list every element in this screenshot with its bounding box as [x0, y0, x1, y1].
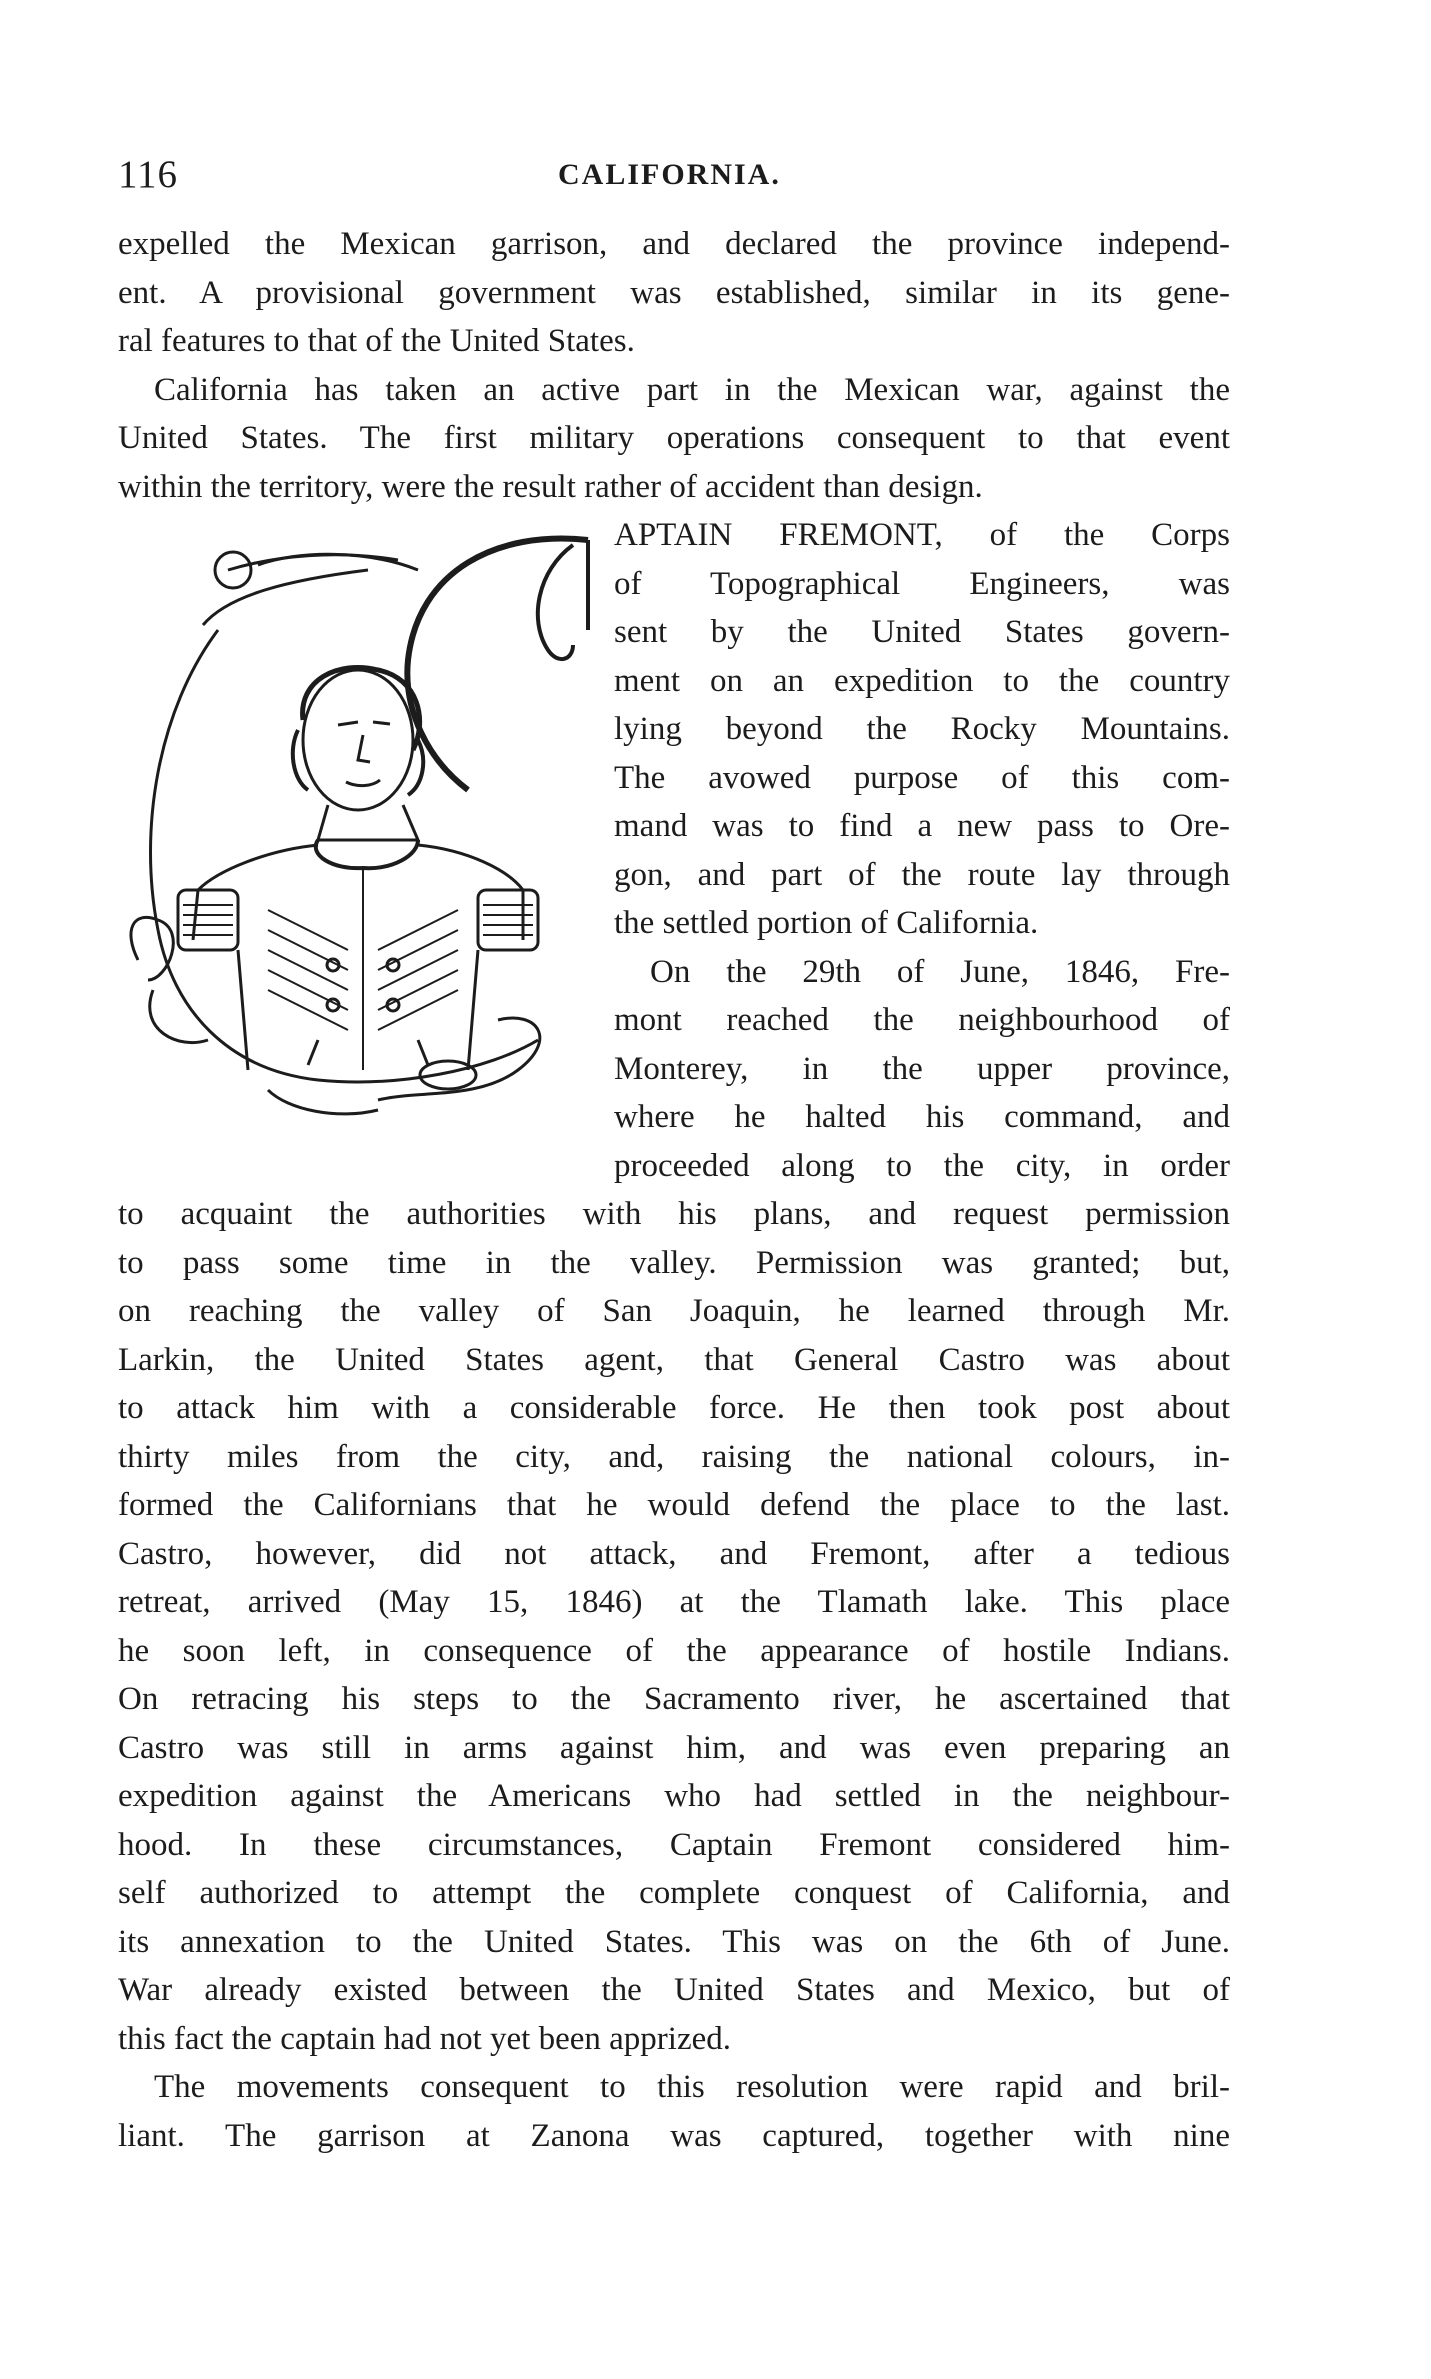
- text-line: mont reached the neighbourhood of: [614, 1002, 1230, 1038]
- text-line: The avowed purpose of this com-: [614, 759, 1230, 796]
- text-line: Castro was still in arms against him, and was even preparing an: [118, 1729, 1230, 1766]
- text-line: its annexation to the United States. This was on the 6th of June.: [118, 1923, 1230, 1960]
- text-line: to attack him with a considerable force. He then took post about: [118, 1390, 1230, 1426]
- text-line: Castro, however, did not attack, and Fremont, after a tedious: [118, 1535, 1230, 1572]
- text-line: APTAIN FREMONT, of the Corps: [614, 517, 1230, 553]
- text-line: ral features to that of the United States.: [118, 323, 635, 359]
- text-line: proceeded along to the city, in order: [614, 1147, 1230, 1184]
- page-number: 116: [118, 153, 179, 196]
- paragraph-4: [118, 948, 1230, 2064]
- text-line: sent by the United States govern-: [614, 614, 1230, 650]
- text-line: the settled portion of California.: [614, 905, 1039, 941]
- text-line: Monterey, in the upper province,: [614, 1050, 1230, 1087]
- text-line: California has taken an active part in the Mexican war, against the: [154, 371, 1230, 408]
- text-line: Larkin, the United States agent, that General Castro was about: [118, 1341, 1230, 1378]
- text-line: gon, and part of the route lay through: [614, 856, 1230, 893]
- text-line: On retracing his steps to the Sacramento river, he ascertained that: [118, 1681, 1230, 1717]
- text-line: formed the Californians that he would defend the place to the last.: [118, 1487, 1230, 1523]
- text-line: where he halted his command, and: [614, 1099, 1230, 1135]
- text-line: hood. In these circumstances, Captain Fremont considered him-: [118, 1826, 1230, 1863]
- text-line: within the territory, were the result rather of accident than design.: [118, 468, 983, 505]
- text-line: lying beyond the Rocky Mountains.: [614, 711, 1230, 747]
- page-header: [118, 152, 1230, 208]
- text-line: expedition against the Americans who had settled in the neighbour-: [118, 1778, 1230, 1814]
- text-line: to acquaint the authorities with his plans, and request permission: [118, 1196, 1230, 1232]
- paragraph-2: [118, 366, 1230, 512]
- text-line: liant. The garrison at Zanona was captured, together with nine: [118, 2117, 1230, 2154]
- text-line: expelled the Mexican garrison, and declared the province independ-: [118, 226, 1230, 262]
- text-line: on reaching the valley of San Joaquin, he learned through Mr.: [118, 1293, 1230, 1329]
- text-line: mand was to find a new pass to Ore-: [614, 808, 1230, 844]
- text-line: War already existed between the United States and Mexico, but of: [118, 1972, 1230, 2008]
- paragraph-5: [118, 2063, 1230, 2160]
- text-line: to pass some time in the valley. Permission was granted; but,: [118, 1244, 1230, 1281]
- paragraph-1: [118, 220, 1230, 366]
- text-line: of Topographical Engineers, was: [614, 565, 1230, 602]
- text-line: he soon left, in consequence of the appearance of hostile Indians.: [118, 1632, 1230, 1669]
- text-line: self authorized to attempt the complete conquest of California, and: [118, 1875, 1230, 1911]
- paragraph-3: [118, 511, 1230, 948]
- text-line: The movements consequent to this resolution were rapid and bril-: [154, 2069, 1230, 2105]
- text-line: United States. The first military operations consequent to that event: [118, 420, 1230, 456]
- text-line: this fact the captain had not yet been apprized.: [118, 2020, 731, 2057]
- text-line: ment on an expedition to the country: [614, 662, 1230, 699]
- text-line: ent. A provisional government was established, similar in its gene-: [118, 274, 1230, 311]
- text-line: thirty miles from the city, and, raising the national colours, in-: [118, 1438, 1230, 1475]
- text-line: On the 29th of June, 1846, Fre-: [650, 953, 1230, 990]
- text-line: retreat, arrived (May 15, 1846) at the Tlamath lake. This place: [118, 1584, 1230, 1620]
- running-title: CALIFORNIA.: [558, 158, 781, 191]
- body-text: [118, 220, 1230, 2160]
